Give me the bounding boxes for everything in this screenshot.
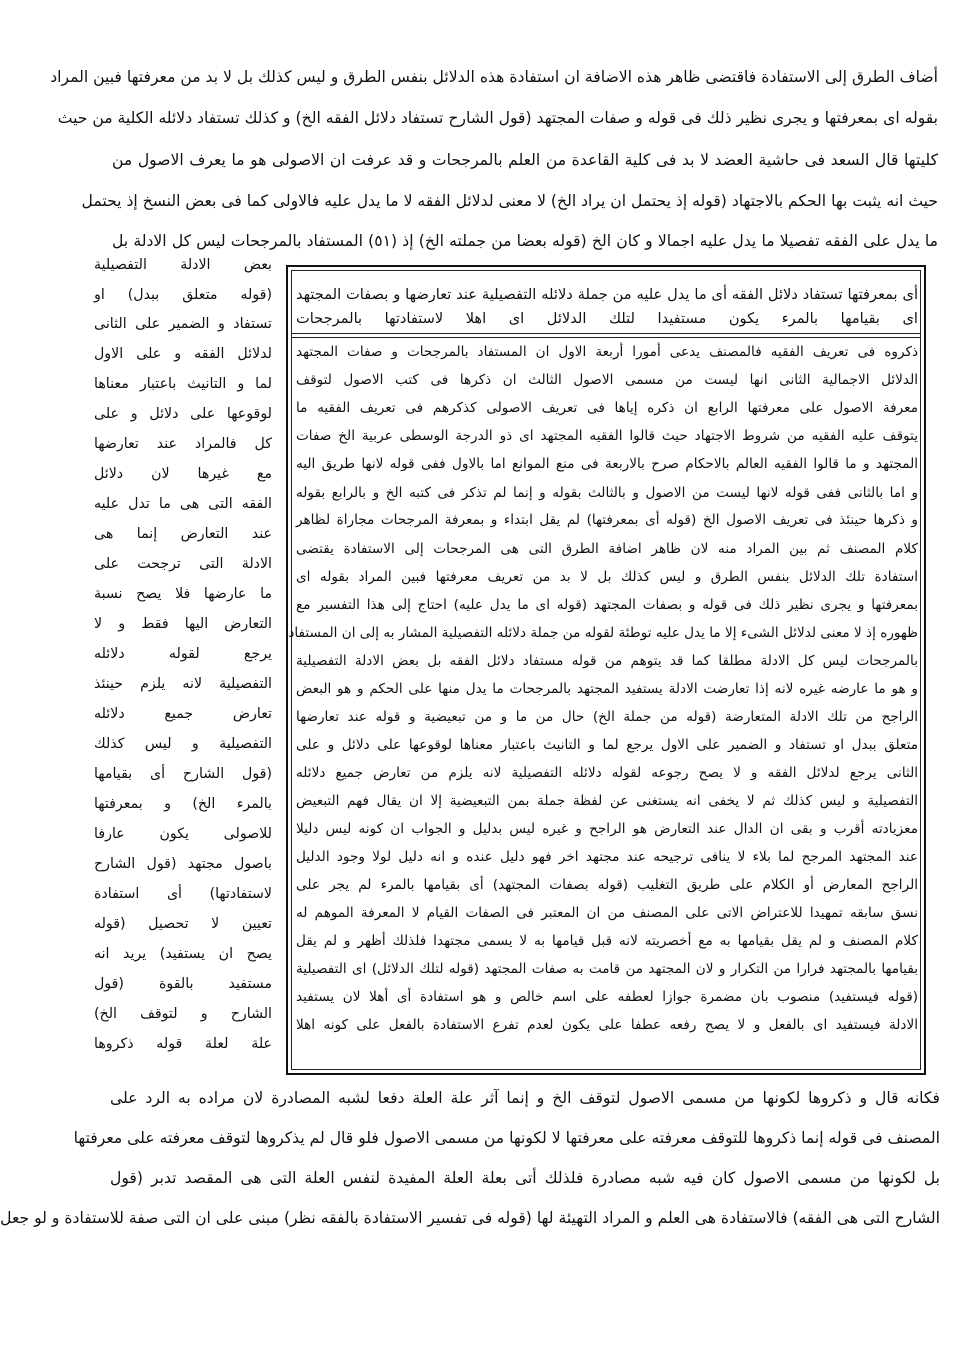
margin-line: التعارض اليها فقط و لا	[94, 616, 272, 632]
box-line: معرفة الاصول على معرفتها الرابع ان ذكره إياها فى تعريف الاصولى كذكرهم فى تعريف الفقيه ما	[296, 400, 918, 416]
margin-line: الشارح و لتوقف الخ)	[94, 1006, 272, 1022]
margin-line: باصول مجتهد (قول الشارح	[94, 856, 272, 872]
margin-line: لدلائل الفقه و على الاول	[94, 346, 272, 362]
margin-line: ما عارضها فلا يصح نسبة	[94, 586, 272, 602]
top-line: بقوله اى بمعرفتها و يجرى نظير ذلك فى قوله و صفات المجتهد (قول الشارح تستفاد دلائل الفقه الخ) و كذلك تستفاد دلائله الكلية من حيث	[57, 109, 938, 127]
margin-line: الادلة التى ترجحت على	[94, 556, 272, 572]
bottom-line: الشارح التى هى الفقه) فالاستفادة هى العلم و المراد التهيئة لها (قوله فى تفسير الاستفادة بالفقه نظر) مبنى على ان التى صفة للاستفادة و لو جعل	[0, 1209, 940, 1227]
margin-line: بعض الادلة التفصيلية	[94, 257, 272, 273]
top-line: أضاف الطرق إلى الاستفادة فاقتضى ظاهر هذه الاضافة ان استفادة هذه الدلائل بنفس الطرق و ليس كذلك بل لا بد من معرفتها فبين المراد	[50, 68, 938, 86]
box-line: ذكروه فى تعريف الفقيه فالمصنف يدعى أمورا أربعة الاول ان المستفاد بالمرجحات و صفات المجتهد	[296, 344, 918, 360]
box-line: الادلة فيستفيد اى بالفعل و لا يصح رفعه عطفا على يكون لعدم تفرع الاستفادة بالفعل على كونه اهلا	[296, 1017, 918, 1033]
box-line: نسق سابقه تمهيدا للاعتراض الاتى على المصنف من ان المعتبر فى الصفات القيام لا المعرفة الموهم له	[296, 905, 918, 921]
box-line: بقيامها بالمجتهد فرارا من التكرار و لان المجتهد من قامت به صفات المجتهد (قوله لتلك الدلائل) اى التفصيلية	[296, 961, 918, 977]
box-line: بمعرفتها و يجرى نظير ذلك فى قوله و بصفات المجتهد (قوله اى ما يدل عليه) احتاج إلى هذا التفسير مع	[296, 597, 918, 613]
box-line: المجتهد و ما قالوا الفقيه العالم بالاحكام صرح بالاربعة فى منع الموانع اما بالاول ففى قوله لانها طريق اليه	[296, 456, 918, 472]
box-line: معزيادته أقرب و بقى ان الدال عند التعارض هو الراجح و غيره ليس بدليل و الجواب ان كونه ليس دليلا	[296, 821, 918, 837]
margin-line: لما و التانيث باعتبار معناها	[94, 376, 272, 392]
margin-line: لاستفادتها) أى استفادة	[94, 886, 272, 902]
bottom-line: فكانه قال و ذكروها لكونها من مسمى الاصول لتوقف الخ و إنما آثر علة العلة دفعا لشبه المصادرة لان مراده به الرد على	[110, 1089, 940, 1107]
box-line: و اما بالثانى ففى قوله لانها ليست من الاصول و بالثالث بقوله و إنما لم تذكر فى كتبه الخ و بالرابع بقوله	[296, 485, 918, 501]
box-line: استفادة تلك الدلائل بنفس الطرق و ليس كذلك بل لا بد من تعريف معرفتها فبين المراد بقوله اى	[296, 569, 918, 585]
top-line: كليتها قال السعد فى حاشية العضد لا بد فى كلية القاعدة من العلم بالمرجحات و قد عرفت ان الاصولى هو ما يعرف الاصول من	[112, 151, 938, 169]
box-line: كلام المصنف و لم يقل بقيامها به مع أخصريته لانه قبل قيامها به لا يسمى مجتهدا فلذلك أظهر و لم يقل	[296, 933, 918, 949]
box-line: يتوقف عليه الفقيه من شروط الاجتهاد حيث قالوا الفقيه المجتهد اى ذو الدرجة الوسطى عربية الخ صفات	[296, 428, 918, 444]
box-line: الثانى يرجع لدلائل الفقه و لا يصح رجوعه لقوله دلائله التفصيلية لانه يلزم من تعارض جميع دلائله	[296, 765, 918, 781]
box-line: كلام المصنف ثم بين المراد منه لان ظاهر اضافة الطرق التى هى المرجحات إلى الاستفادة يقتضى	[296, 541, 918, 557]
margin-line: تستفاد و الضمير على الثانى	[94, 316, 272, 332]
box-line: الراجح المعارض أو الكلام على طريق التغليب (قوله بصفات المجتهد) أى بقيامها بالمرء لم يجر على	[296, 877, 918, 893]
box-line: ظهوره إذ لا معنى لدلائل الشىء إلا ما يدل عليه توطئة لقوله من جملة دلائله التفصيلية المشار به إلى ان المستفاد	[288, 625, 918, 641]
margin-line: يرجع لقوله دلائله	[94, 646, 272, 662]
box-line: (قوله فيستفيد) منصوب بان مضمرة جوازا لعطفه على اسم خالص و هو استفادة أى أهلا لان يستفيد	[296, 989, 918, 1005]
margin-line: علة لعلة قوله ذكروها	[94, 1036, 272, 1052]
margin-line: التفصيلية و ليس كذلك	[94, 736, 272, 752]
margin-line: يصح ان يستفيد) يريد انه	[94, 946, 272, 962]
top-line: ما يدل على الفقه تفصيلا ما يدل عليه اجمالا و كان الخ (قوله بعضا من جملته الخ) إذ (٥١) المستفاد بالمرجحات ليس كل الادلة بل	[112, 232, 938, 250]
top-line: حيث انه يثبت بها الحكم بالاجتهاد (قوله إذ يحتمل ان يراد الخ) لا معنى لدلائل الفقه لا ما يدل عليه فالاولى كما فى بعض النسخ إذ يحتمل	[81, 192, 938, 210]
divider	[291, 333, 921, 334]
margin-line: تعارض جميع دلائله	[94, 706, 272, 722]
box-header-line: أى بمعرفتها تستفاد دلائل الفقه أى ما يدل عليه من جملة دلائله التفصيلية عند تعارضها و بصفات المجتهد	[296, 286, 918, 303]
box-line: عند المجتهد المرجح لما بلاء لا ينافى ترجيحه عند مجتهد اخر فهو دليل عنده و انه دليل لولا وجود الدليل	[296, 849, 918, 865]
margin-line: للاصولى يكون عارفا	[94, 826, 272, 842]
box-line: التفصيلية و ليس كذلك ثم لا يخفى انه يستغنى عن لفظة جملة بمن التبعيضية إلا ان يقال فهم التبعيض	[296, 793, 918, 809]
divider	[291, 337, 921, 338]
margin-line: مع غيرها لان دلائل	[94, 466, 272, 482]
margin-line: لوقوعها على دلائل و على	[94, 406, 272, 422]
bottom-line: المصنف فى قوله إنما ذكروها للتوقف معرفته على معرفتها لا لكونها من مسمى الاصول فلو قال لم يذكروها لتوقف معرفته على معرفتها	[73, 1129, 940, 1147]
margin-line: (قول الشارح أى بقيامها	[94, 766, 272, 782]
margin-line: تعيين لا تحصيل (قوله	[94, 916, 272, 932]
margin-line: عند التعارض إنما هى	[94, 526, 272, 542]
margin-line: كل فالمراد عند تعارضها	[94, 436, 272, 452]
margin-line: الفقه التى هى ما تدل عليه	[94, 496, 272, 512]
box-line: و ذكرها حينئذ فى تعريف الاصول الخ (قوله أى بمعرفتها) لم يقل ابتداء و بمعرفة المرجحات مجاراة لظاهر	[296, 512, 918, 528]
box-line: بالمرجحات ليس كل الادلة مطلقا كما قد يتوهم من قوله مستفاد دلائل الفقه بل بعض الادلة التفصيلية	[296, 653, 918, 669]
margin-line: (قوله متعلق ببدل) او	[94, 287, 272, 303]
margin-line: مستفيد بالقوة (قول	[94, 976, 272, 992]
box-line: و هو ما عارضه غيره لانه إذا تعارضت الادلة يستفيد المجتهد بالمرجحات ما يدل منها على الحكم و هو البعض	[296, 681, 918, 697]
box-line: الدلائل الاجمالية الثانى انها ليست من مسمى الاصول الثالث ان ذكرها فى كتب الاصول لتوقف	[296, 372, 918, 388]
box-line: الراجح من تلك الادلة المتعارضة (قوله من جملة الخ) حال من ما و من تبعيضية و قوله عند تعارضها	[296, 709, 918, 725]
box-line: متعلق ببدل او تستفاد و الضمير على الاول يرجع لما و التانيث باعتبار معناها لوقوعها على دلائل و على	[296, 737, 918, 753]
margin-line: التفصيلية لانه يلزم حينئذ	[94, 676, 272, 692]
box-header-line: اى بقيامها بالمرء يكون مستفيدا لتلك الدلائل اى اهلا لاستفادتها بالمرجحات	[296, 310, 918, 327]
margin-line: بالمرء الخ) و بمعرفتها	[94, 796, 272, 812]
bottom-line: بل لكونها من مسمى الاصول كان فيه شبه مصادرة فلذلك أتى بعلة العلة المفيدة لنفس العلة التى هى المقصد تدبر (قول	[110, 1169, 940, 1187]
